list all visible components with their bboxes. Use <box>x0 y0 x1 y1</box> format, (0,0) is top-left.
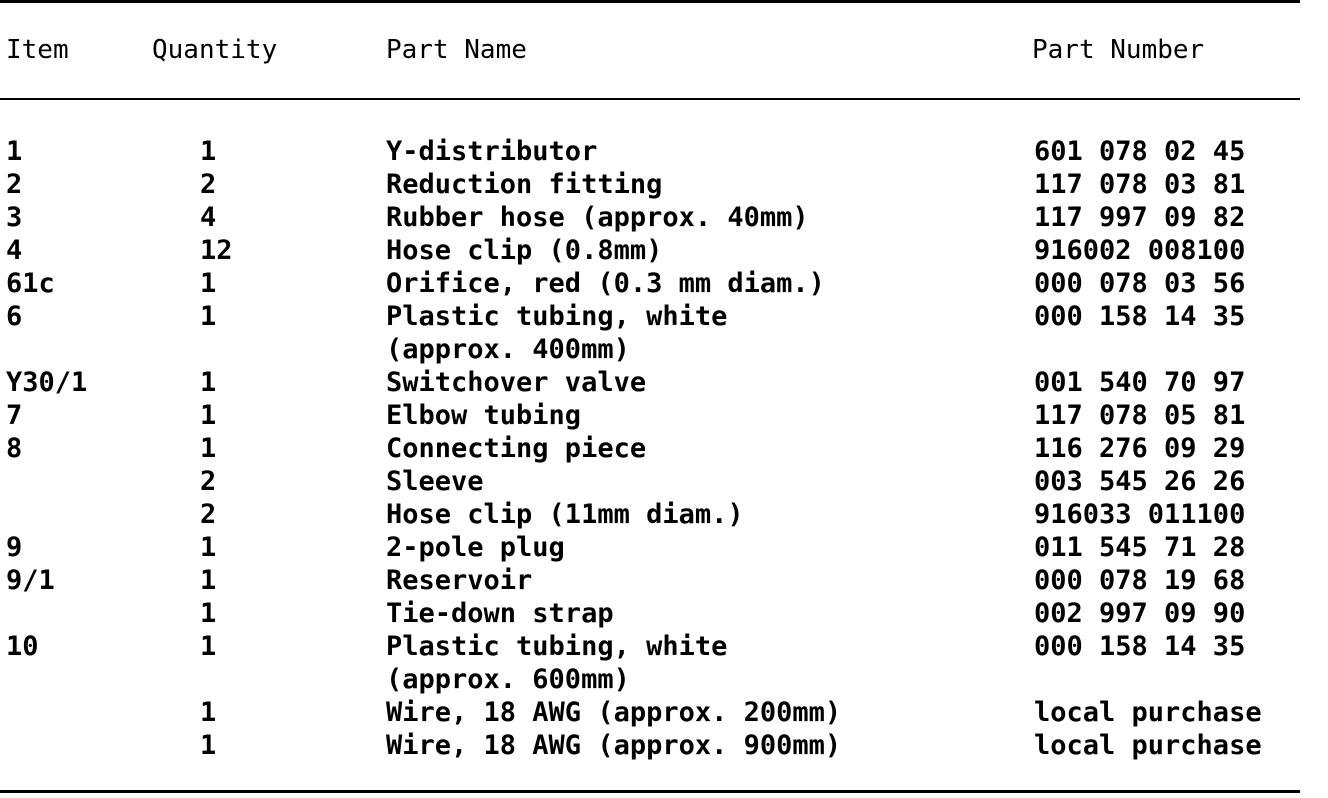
part-name-line: (approx. 600mm) <box>386 664 630 695</box>
part-name-line: Hose clip (11mm diam.) <box>386 499 744 530</box>
bottom-rule <box>0 790 1300 793</box>
cell-item: 7 <box>6 400 23 431</box>
table-row <box>0 366 1300 399</box>
part-name-line: Wire, 18 AWG (approx. 900mm) <box>386 730 842 761</box>
cell-part-name <box>386 498 744 531</box>
part-name-line: Reservoir <box>386 565 533 596</box>
table-row <box>0 300 1300 366</box>
cell-item: 10 <box>6 631 39 662</box>
cell-part-number: 002 997 09 90 <box>1034 598 1246 629</box>
part-name-line: Sleeve <box>386 466 484 497</box>
header-part-number: Part Number <box>1032 35 1205 65</box>
part-name-line: Y-distributor <box>386 136 598 167</box>
part-name-line: 2-pole plug <box>386 532 565 563</box>
cell-part-name <box>386 234 662 267</box>
cell-quantity: 1 <box>200 268 217 299</box>
part-name-line: Elbow tubing <box>386 400 582 431</box>
part-name-line: Hose clip (0.8mm) <box>386 235 663 266</box>
table-row <box>0 465 1300 498</box>
table-header <box>0 34 1300 70</box>
cell-part-name <box>386 366 646 399</box>
cell-part-number: 601 078 02 45 <box>1034 136 1246 167</box>
cell-item: 3 <box>6 202 23 233</box>
part-name-line: Plastic tubing, white <box>386 301 728 332</box>
cell-quantity: 12 <box>200 235 233 266</box>
table-row <box>0 630 1300 696</box>
table-row <box>0 696 1300 729</box>
cell-part-name <box>386 564 532 597</box>
cell-part-number: 001 540 70 97 <box>1034 367 1246 398</box>
header-part-name: Part Name <box>386 35 527 65</box>
cell-part-name <box>386 135 597 168</box>
part-name-line: Connecting piece <box>386 433 647 464</box>
cell-part-number: 117 078 05 81 <box>1034 400 1246 431</box>
cell-item: 1 <box>6 136 23 167</box>
table-row <box>0 597 1300 630</box>
parts-table-body <box>0 135 1300 762</box>
cell-quantity: 2 <box>200 499 217 530</box>
cell-quantity: 1 <box>200 532 217 563</box>
cell-part-number: 000 158 14 35 <box>1034 301 1246 332</box>
cell-part-name <box>386 531 565 564</box>
cell-quantity: 2 <box>200 169 217 200</box>
cell-quantity: 1 <box>200 433 217 464</box>
table-row <box>0 168 1300 201</box>
part-name-line: Plastic tubing, white <box>386 631 728 662</box>
table-row <box>0 498 1300 531</box>
table-row <box>0 234 1300 267</box>
cell-part-number: local purchase <box>1034 697 1262 728</box>
table-row <box>0 531 1300 564</box>
cell-item: Y30/1 <box>6 367 88 398</box>
cell-part-name <box>386 300 727 366</box>
cell-quantity: 2 <box>200 466 217 497</box>
cell-part-name <box>386 399 581 432</box>
table-row <box>0 432 1300 465</box>
cell-item: 8 <box>6 433 23 464</box>
cell-quantity: 1 <box>200 598 217 629</box>
part-name-line: Rubber hose (approx. 40mm) <box>386 202 809 233</box>
cell-quantity: 1 <box>200 631 217 662</box>
cell-part-name <box>386 267 825 300</box>
cell-item: 9/1 <box>6 565 55 596</box>
cell-item: 61c <box>6 268 55 299</box>
cell-part-number: 000 158 14 35 <box>1034 631 1246 662</box>
cell-part-number: 011 545 71 28 <box>1034 532 1246 563</box>
top-rule <box>0 0 1300 3</box>
cell-part-number: 000 078 19 68 <box>1034 565 1246 596</box>
part-name-line: Switchover valve <box>386 367 647 398</box>
part-name-line: Orifice, red (0.3 mm diam.) <box>386 268 825 299</box>
header-rule <box>0 98 1300 100</box>
table-row <box>0 564 1300 597</box>
cell-part-number: 916033 011100 <box>1034 499 1246 530</box>
table-row <box>0 399 1300 432</box>
cell-part-number: 003 545 26 26 <box>1034 466 1246 497</box>
cell-part-number: 000 078 03 56 <box>1034 268 1246 299</box>
cell-part-name <box>386 696 841 729</box>
table-row <box>0 729 1300 762</box>
part-name-line: Wire, 18 AWG (approx. 200mm) <box>386 697 842 728</box>
cell-item: 6 <box>6 301 23 332</box>
cell-part-number: local purchase <box>1034 730 1262 761</box>
cell-part-name <box>386 168 662 201</box>
cell-quantity: 1 <box>200 400 217 431</box>
cell-quantity: 4 <box>200 202 217 233</box>
part-name-line: (approx. 400mm) <box>386 334 630 365</box>
header-item: Item <box>6 35 69 65</box>
cell-part-name <box>386 432 646 465</box>
cell-quantity: 1 <box>200 565 217 596</box>
cell-part-name <box>386 729 841 762</box>
table-row <box>0 135 1300 168</box>
cell-quantity: 1 <box>200 301 217 332</box>
header-quantity: Quantity <box>152 35 278 65</box>
cell-quantity: 1 <box>200 136 217 167</box>
table-row <box>0 201 1300 234</box>
cell-part-name <box>386 201 809 234</box>
cell-part-number: 916002 008100 <box>1034 235 1246 266</box>
table-row <box>0 267 1300 300</box>
part-name-line: Reduction fitting <box>386 169 663 200</box>
cell-part-name <box>386 465 484 498</box>
cell-quantity: 1 <box>200 367 217 398</box>
cell-quantity: 1 <box>200 697 217 728</box>
cell-part-number: 116 276 09 29 <box>1034 433 1246 464</box>
cell-item: 2 <box>6 169 23 200</box>
cell-part-name <box>386 630 727 696</box>
part-name-line: Tie-down strap <box>386 598 614 629</box>
cell-part-name <box>386 597 614 630</box>
cell-part-number: 117 078 03 81 <box>1034 169 1246 200</box>
cell-item: 4 <box>6 235 23 266</box>
cell-quantity: 1 <box>200 730 217 761</box>
cell-item: 9 <box>6 532 23 563</box>
cell-part-number: 117 997 09 82 <box>1034 202 1246 233</box>
